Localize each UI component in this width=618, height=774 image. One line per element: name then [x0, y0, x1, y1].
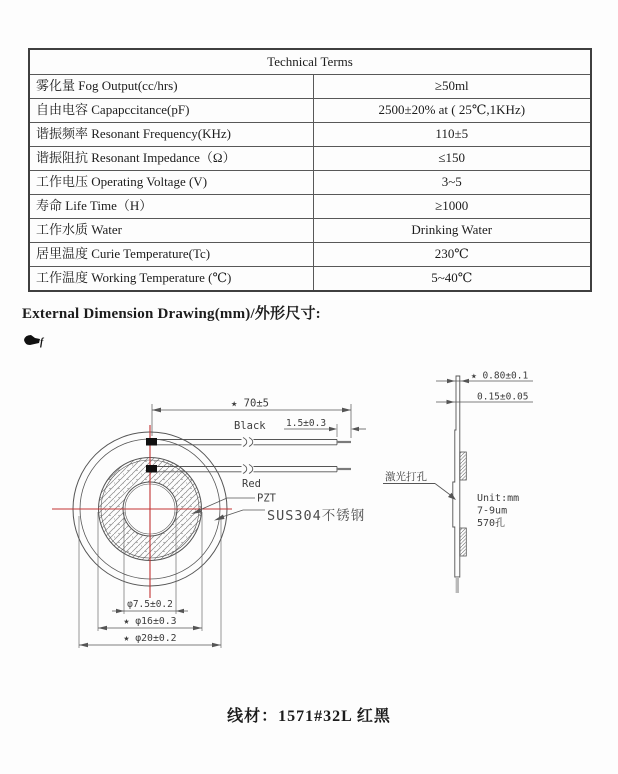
row-label: 工作温度 Working Temperature (℃) — [29, 267, 313, 292]
row-label: 寿命 Life Time（H） — [29, 195, 313, 219]
metal-thickness-dim-text: 0.15±0.05 — [477, 391, 529, 403]
red-wire-solder-joint — [146, 465, 157, 473]
row-value: Drinking Water — [313, 219, 591, 243]
row-label: 谐振频率 Resonant Frequency(KHz) — [29, 123, 313, 147]
laser-hole-label: 激光打孔 — [385, 471, 427, 483]
smudge-artifact-icon — [24, 335, 45, 348]
bare-tip-dim-text: 1.5±0.3 — [286, 418, 327, 429]
hole-size-note: 7-9um — [477, 505, 508, 517]
black-wire-solder-joint — [146, 438, 157, 446]
row-value: ≥50ml — [313, 75, 591, 99]
pzt-dia-dim-text: ★ φ16±0.3 — [123, 616, 177, 627]
red-wire-label: Red — [242, 478, 261, 490]
black-wire-label: Black — [234, 420, 266, 432]
row-label: 居里温度 Curie Temperature(Tc) — [29, 243, 313, 267]
unit-note: Unit:mm — [477, 493, 520, 504]
pzt-section-bottom — [460, 528, 467, 556]
total-thickness-dim-text: ★ 0.80±0.1 — [471, 370, 529, 382]
row-value: ≥1000 — [313, 195, 591, 219]
table-title: Technical Terms — [29, 49, 591, 75]
row-value: 3~5 — [313, 171, 591, 195]
wire-length-dim-text: ★ 70±5 — [231, 397, 269, 410]
row-label: 工作水质 Water — [29, 219, 313, 243]
row-label: 自由电容 Capapccitance(pF) — [29, 99, 313, 123]
row-value: 110±5 — [313, 123, 591, 147]
row-label: 工作电压 Operating Voltage (V) — [29, 171, 313, 195]
metal-strip-profile — [453, 376, 460, 577]
row-value: 2500±20% at ( 25℃,1KHz) — [313, 99, 591, 123]
wire-spec-text: 线材：1571#32L 红黑 — [227, 708, 391, 725]
strip-tail — [456, 577, 459, 593]
disc-dia-dim-text: ★ φ20±0.2 — [123, 633, 177, 644]
row-value: ≤150 — [313, 147, 591, 171]
hole-dia-dim-text: φ7.5±0.2 — [127, 599, 173, 610]
row-value: 230℃ — [313, 243, 591, 267]
wire-break-symbol — [242, 437, 254, 474]
pzt-callout-label: PZT — [257, 492, 276, 505]
pzt-section-top — [460, 452, 467, 480]
row-label: 雾化量 Fog Output(cc/hrs) — [29, 75, 313, 99]
section-heading: External Dimension Drawing(mm)/外形尺寸: — [22, 306, 321, 322]
row-label: 谐振阻抗 Resonant Impedance（Ω） — [29, 147, 313, 171]
side-view — [383, 371, 533, 594]
artifact-letter: f — [40, 337, 44, 348]
hole-count-note: 570孔 — [477, 518, 506, 529]
row-value: 5~40℃ — [313, 267, 591, 292]
disc-material-label: SUS304不锈钢 — [267, 508, 366, 524]
material-callouts — [191, 493, 365, 525]
